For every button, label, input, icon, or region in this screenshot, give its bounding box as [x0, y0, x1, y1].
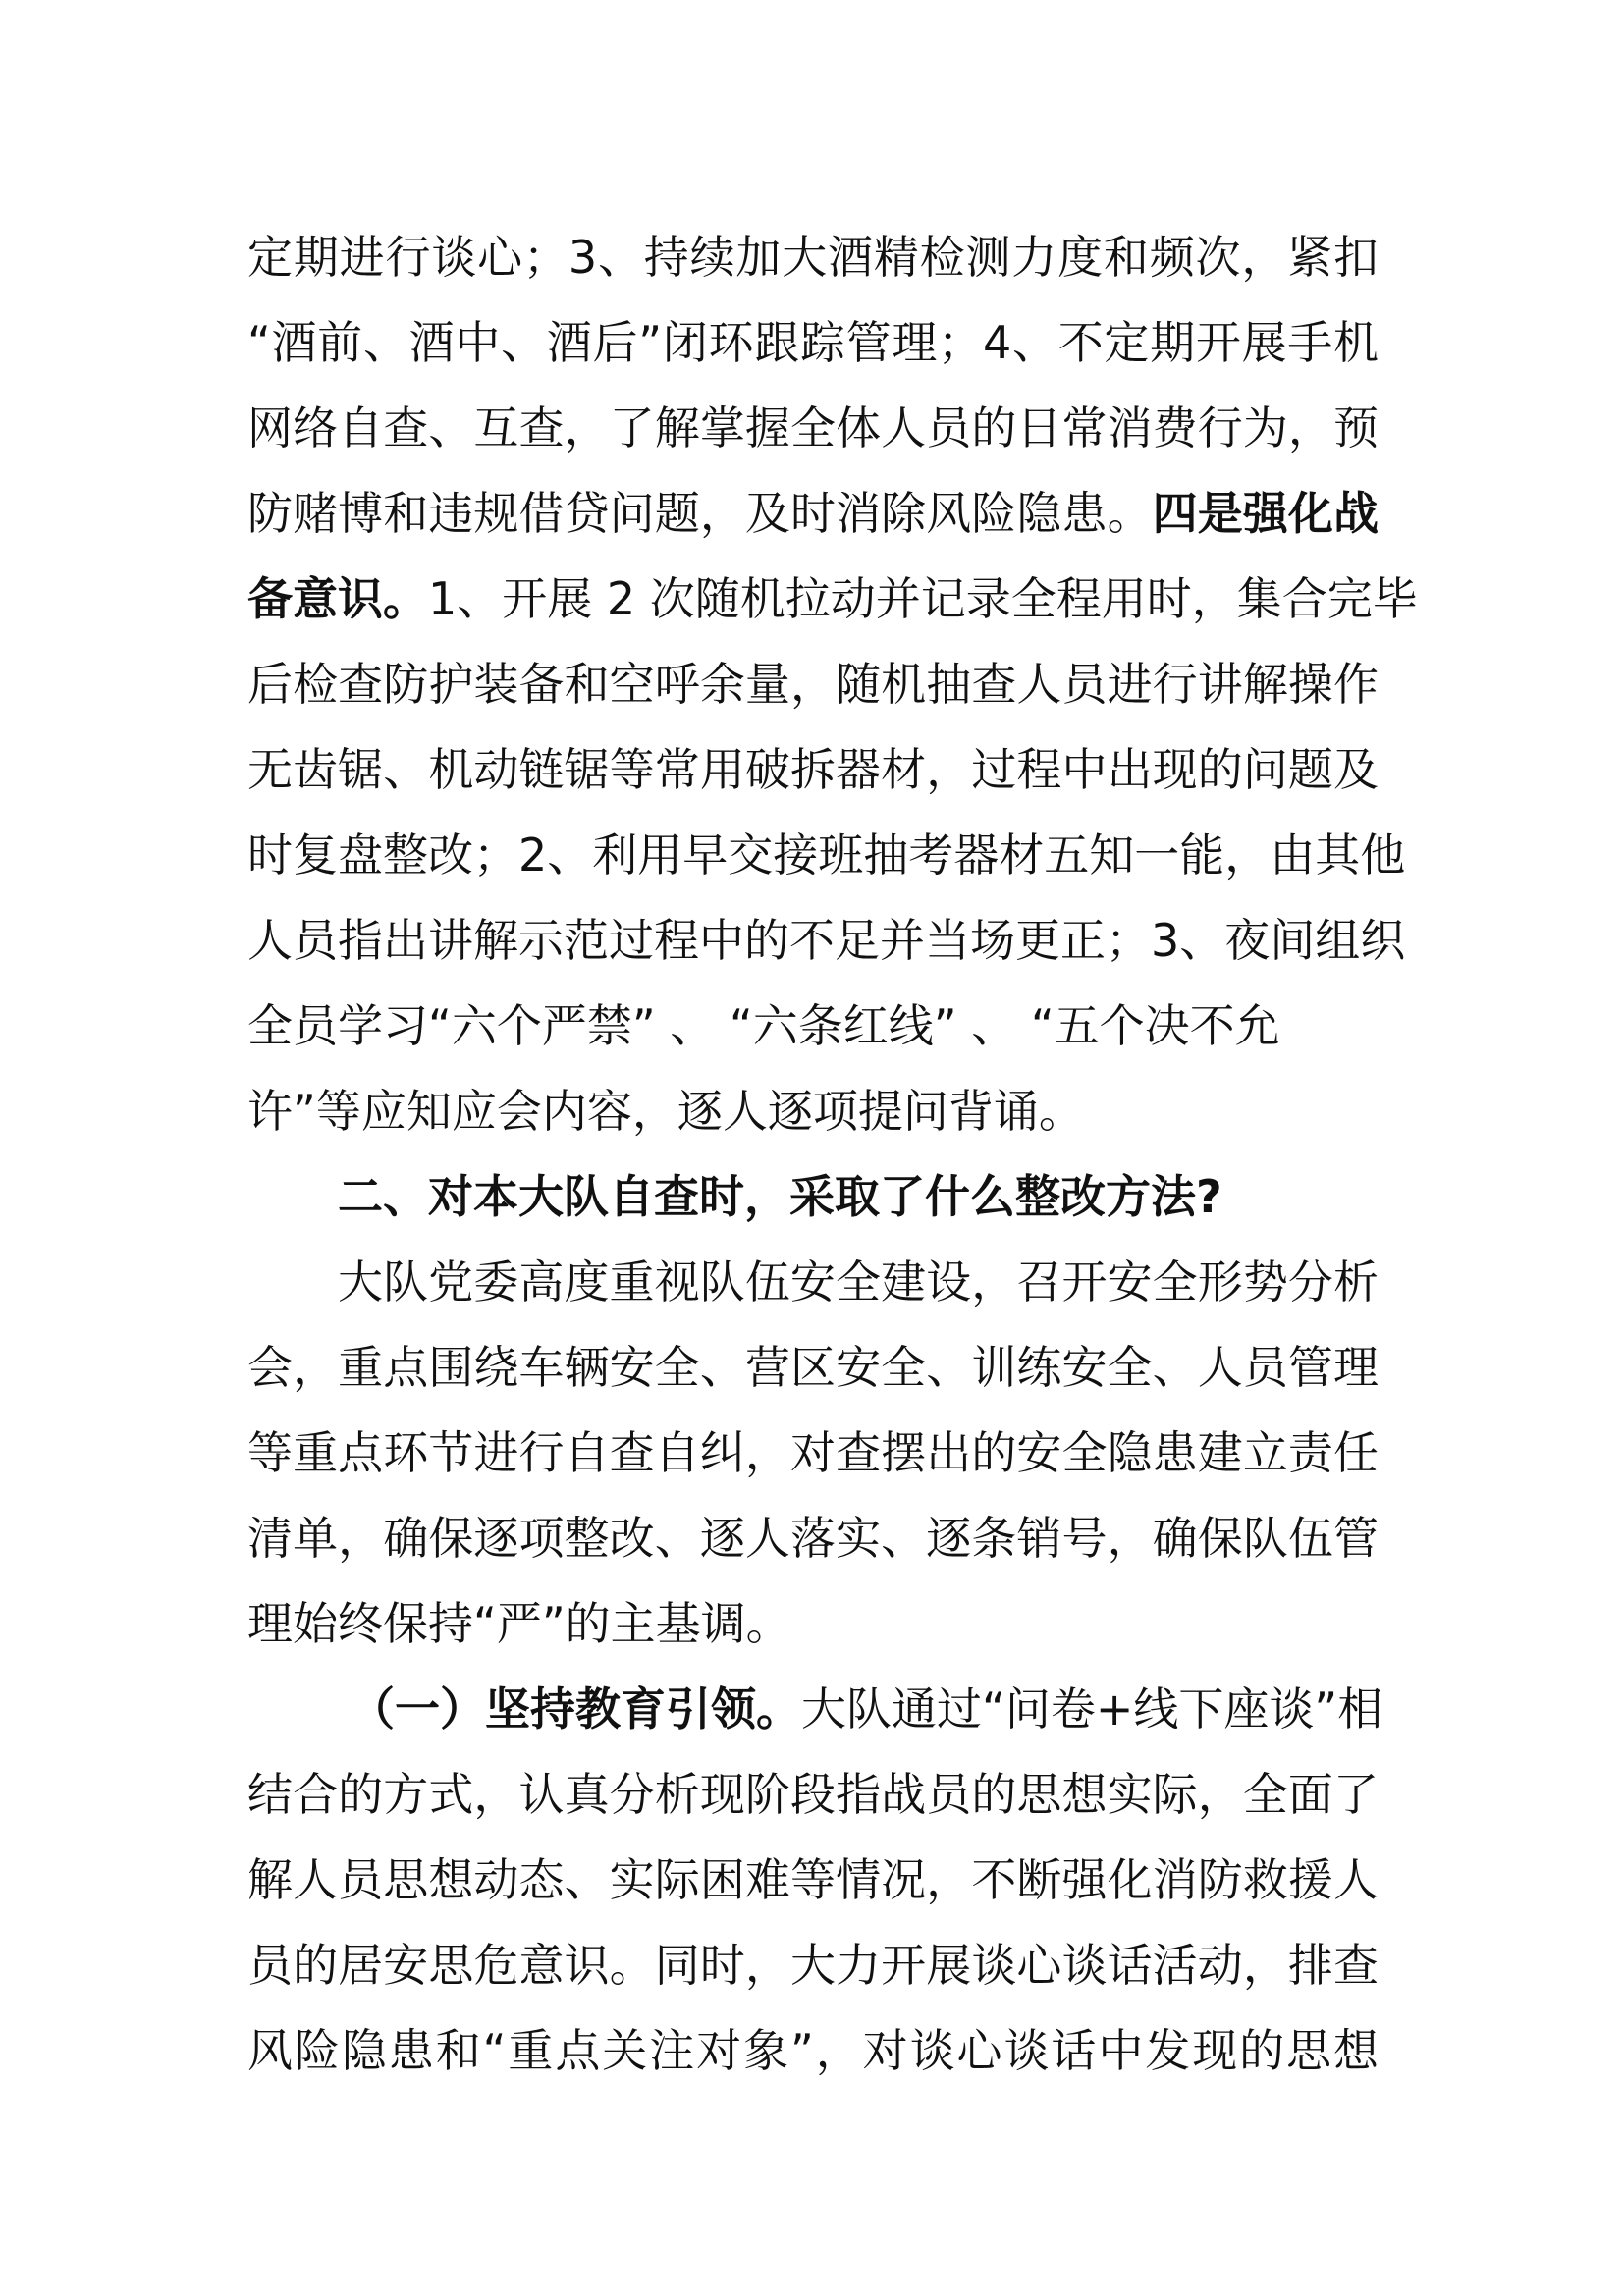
text-line [247, 1411, 1379, 1496]
body-text: 会，重点围绕车辆安全、营区安全、训练安全、人员管理 [247, 1341, 1379, 1394]
body-text: 无齿锯、机动链锯等常用破拆器材，过程中出现的问题及 [247, 743, 1379, 796]
text-line [247, 1069, 1379, 1154]
body-text: 全员学习“六个严禁” 、 “六条红线” 、 “五个决不允 [247, 999, 1280, 1052]
section-heading [247, 1154, 1379, 1240]
bold-text: 备意识。 [247, 572, 428, 625]
body-text: 结合的方式，认真分析现阶段指战员的思想实际，全面了 [247, 1768, 1379, 1821]
text-line [247, 1496, 1379, 1581]
text-line [247, 1240, 1379, 1325]
body-text: 理始终保持“严”的主基调。 [247, 1597, 791, 1650]
body-text: 网络自查、互查，了解掌握全体人员的日常消费行为，预 [247, 401, 1379, 454]
text-line [247, 1325, 1379, 1411]
text-line [247, 727, 1379, 813]
text-line [247, 813, 1406, 898]
text-line [247, 2008, 1379, 2094]
body-text: 时复盘整改；2、利用早交接班抽考器材五知一能，由其他 [247, 828, 1406, 881]
text-line [247, 1752, 1379, 1838]
text-line [247, 557, 1418, 642]
text-line [247, 1838, 1379, 1923]
text-line [247, 1667, 1383, 1752]
body-text: 解人员思想动态、实际困难等情况，不断强化消防救援人 [247, 1853, 1379, 1906]
body-text: 人员指出讲解示范过程中的不足并当场更正；3、夜间组织 [247, 914, 1406, 967]
text-line [247, 642, 1379, 727]
text-line [247, 386, 1379, 471]
text-line [247, 1581, 1379, 1667]
bold-text: 四是强化战 [1152, 487, 1380, 540]
body-text: 员的居安思危意识。同时，大力开展谈心谈话活动，排查 [247, 1939, 1379, 1992]
document-page [247, 215, 1418, 2094]
body-text: 定期进行谈心；3、持续加大酒精检测力度和频次，紧扣 [247, 231, 1379, 284]
body-text: 1、开展 2 次随机拉动并记录全程用时，集合完毕 [428, 572, 1418, 625]
body-text: 大队通过“问卷+线下座谈”相 [801, 1682, 1383, 1735]
body-text: 等重点环节进行自查自纠，对查摆出的安全隐患建立责任 [247, 1426, 1379, 1479]
text-line [247, 1923, 1379, 2008]
bold-text: 二、对本大队自查时，采取了什么整改方法? [338, 1170, 1222, 1223]
body-text: 许”等应知应会内容，逐人逐项提问背诵。 [247, 1085, 1084, 1138]
body-text: 风险隐患和“重点关注对象”，对谈心谈话中发现的思想 [247, 2024, 1379, 2077]
text-line [247, 471, 1379, 557]
text-line [247, 300, 1379, 386]
body-text: 防赌博和违规借贷问题，及时消除风险隐患。 [247, 487, 1153, 540]
text-line [247, 898, 1406, 984]
body-text: “酒前、酒中、酒后”闭环跟踪管理；4、不定期开展手机 [247, 316, 1379, 369]
body-text: 后检查防护装备和空呼余量，随机抽查人员进行讲解操作 [247, 658, 1379, 711]
bold-text: （一）坚持教育引领。 [350, 1682, 801, 1735]
body-text: 清单，确保逐项整改、逐人落实、逐条销号，确保队伍管 [247, 1512, 1379, 1565]
body-text: 大队党委高度重视队伍安全建设，召开安全形势分析 [338, 1255, 1379, 1308]
text-line [247, 984, 1379, 1069]
text-line [247, 215, 1379, 300]
